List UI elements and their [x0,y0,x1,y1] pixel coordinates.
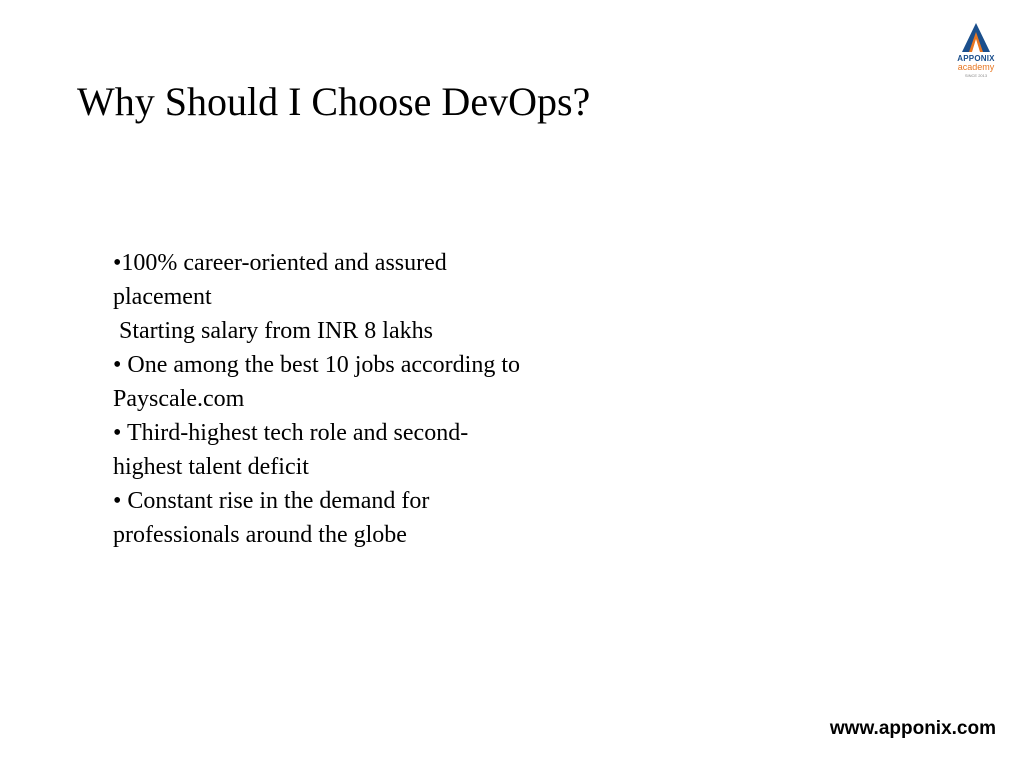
body-line: • One among the best 10 jobs according to [113,352,520,378]
logo-subtitle: academy [957,62,995,72]
body-line: • Constant rise in the demand for [113,488,430,514]
body-line: placement [113,284,212,310]
logo-name: APPONIX [957,54,995,63]
slide-body [113,246,613,552]
footer-website-url: www.apponix.com [829,718,996,739]
body-line: professionals around the globe [113,522,407,548]
body-line: highest talent deficit [113,454,309,480]
logo-tagline: SINCE 2013 [964,73,988,78]
apponix-logo [948,22,1004,84]
body-line: •100% career-oriented and assured [113,250,447,276]
slide-title: Why Should I Choose DevOps? [77,79,591,124]
apponix-logo-mark-icon [961,22,991,54]
body-line: Payscale.com [113,386,245,412]
body-line: Starting salary from INR 8 lakhs [113,318,433,344]
body-line: • Third-highest tech role and second- [113,420,469,446]
